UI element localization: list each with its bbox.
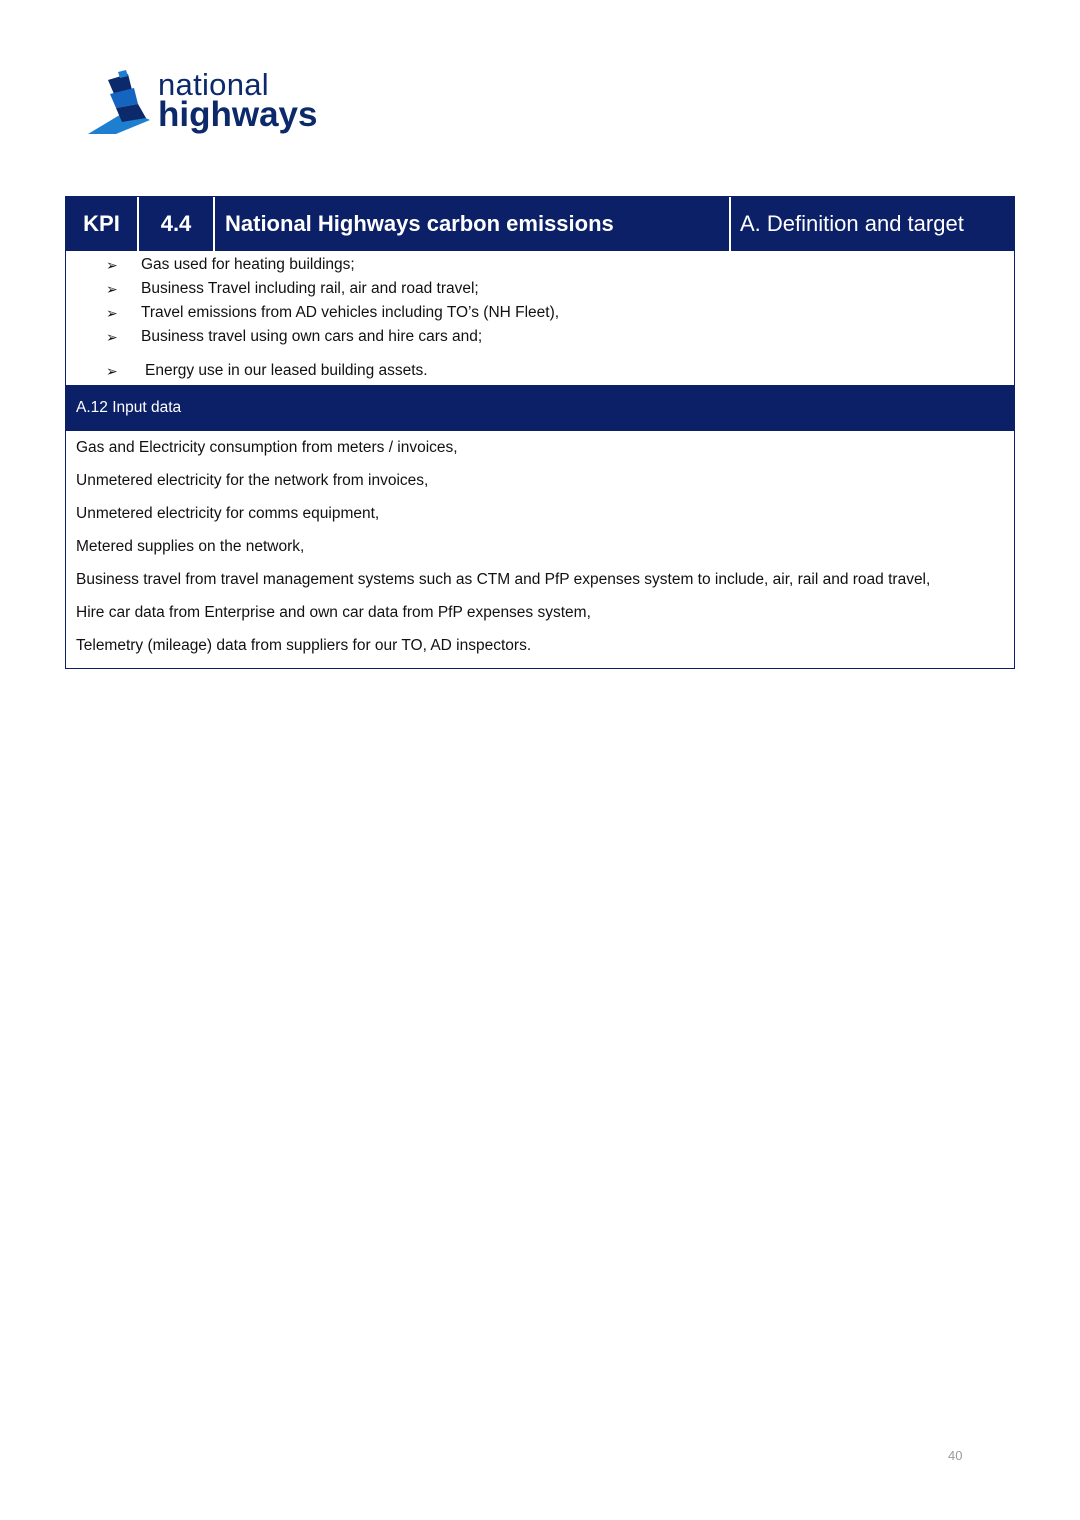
- arrow-bullet-icon: ➢: [106, 280, 118, 297]
- logo-mark-icon: [88, 70, 156, 140]
- list-item: [106, 277, 1014, 301]
- national-highways-logo: [88, 67, 318, 140]
- input-data-row: Hire car data from Enterprise and own car data from PfP expenses system,: [76, 603, 591, 621]
- emission-sources-list: [66, 251, 1014, 385]
- section-title: A. Definition and target: [740, 211, 964, 236]
- input-data-list: [66, 431, 1014, 668]
- kpi-title: National Highways carbon emissions: [215, 197, 731, 251]
- input-data-row: Unmetered electricity for comms equipment,: [76, 504, 380, 522]
- arrow-bullet-icon: ➢: [106, 362, 118, 379]
- input-data-row: Unmetered electricity for the network from invoices,: [76, 471, 429, 489]
- input-data-row: Telemetry (mileage) data from suppliers for our TO, AD inspectors.: [76, 636, 532, 654]
- list-item-text: Energy use in our leased building assets.: [145, 362, 428, 379]
- arrow-bullet-icon: ➢: [106, 304, 118, 321]
- list-item: [106, 325, 1014, 349]
- kpi-table: [65, 196, 1015, 669]
- page-number: 40: [948, 1448, 963, 1463]
- list-item-text: Gas used for heating buildings;: [141, 256, 355, 273]
- input-data-row: Business travel from travel management systems such as CTM and PfP expenses system to include, air, rail and road travel,: [76, 570, 931, 588]
- input-data-heading: A.12 Input data: [66, 385, 1014, 431]
- arrow-bullet-icon: ➢: [106, 256, 118, 273]
- list-item: [106, 253, 1014, 277]
- input-data-row: Metered supplies on the network,: [76, 537, 305, 555]
- list-item-text: Business Travel including rail, air and road travel;: [141, 280, 479, 297]
- kpi-label: KPI: [66, 197, 139, 251]
- kpi-header-row: [66, 197, 1014, 251]
- list-item: [106, 359, 1014, 383]
- arrow-bullet-icon: ➢: [106, 328, 118, 345]
- list-item-text: Travel emissions from AD vehicles including TO’s (NH Fleet),: [141, 304, 560, 321]
- kpi-number: 4.4: [139, 197, 215, 251]
- input-data-row: Gas and Electricity consumption from meters / invoices,: [76, 438, 458, 456]
- logo-text-national: national: [158, 67, 269, 102]
- list-item: [106, 301, 1014, 325]
- logo-text-highways: highways: [158, 95, 318, 134]
- list-item-text: Business travel using own cars and hire cars and;: [141, 328, 483, 345]
